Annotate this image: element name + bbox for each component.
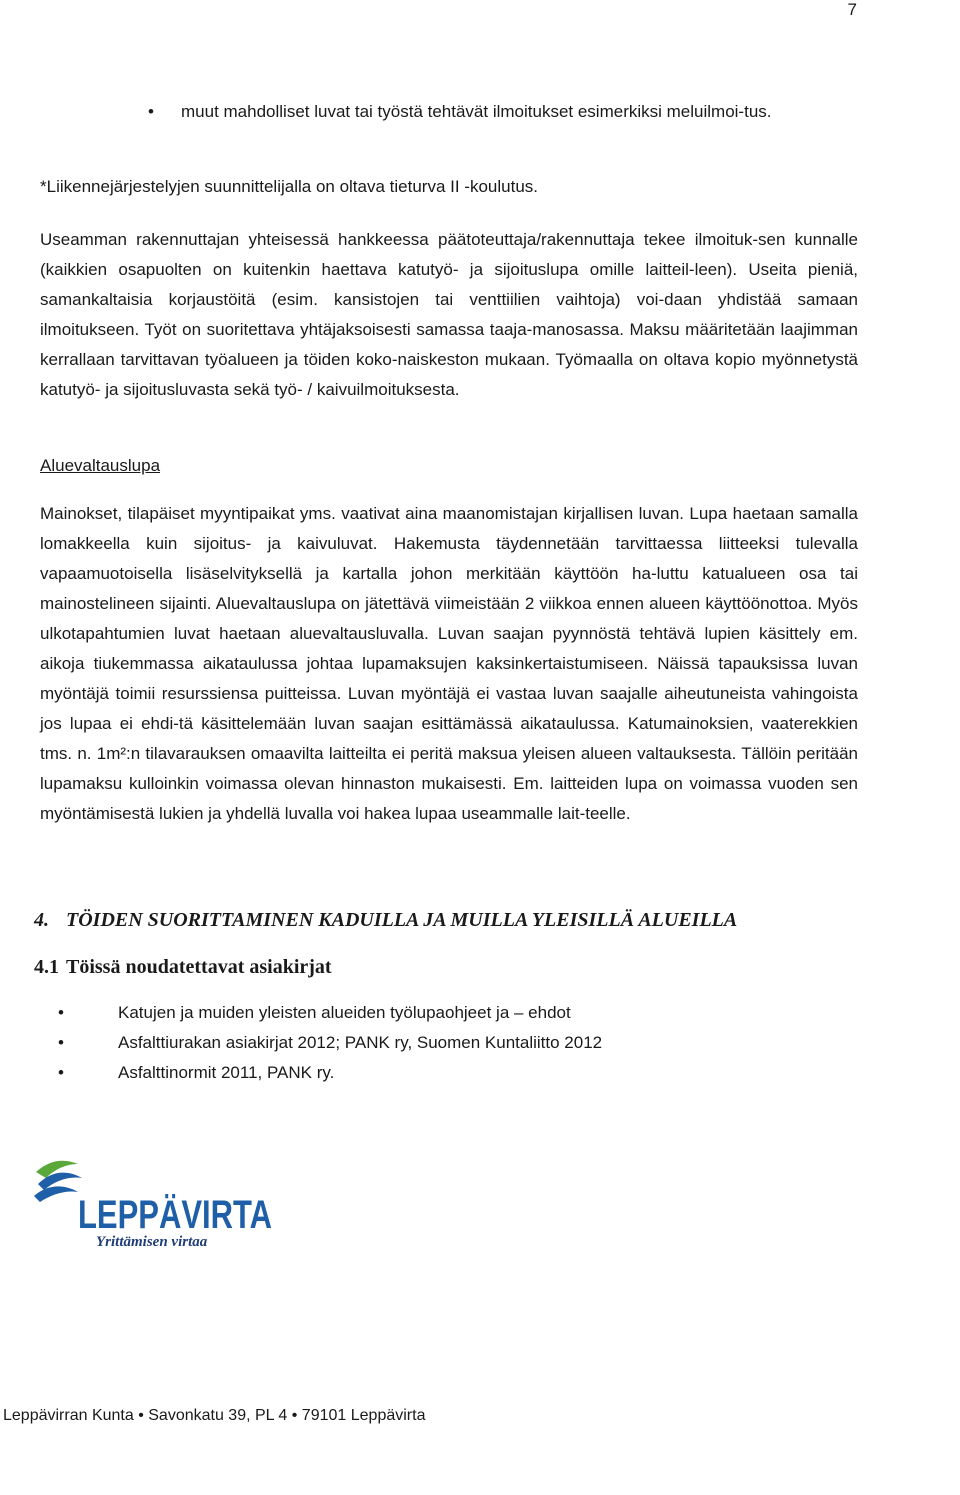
section-number: 4.	[34, 909, 49, 931]
section-title: TÖIDEN SUORITTAMINEN KADUILLA JA MUILLA YLEISILLÄ ALUEILLA	[66, 909, 738, 931]
leppavirta-logo	[34, 1150, 279, 1250]
subheading-aluevaltauslupa: Aluevaltauslupa	[40, 456, 161, 475]
bullet-item-permits: muut mahdolliset luvat tai työstä tehtävät ilmoitukset esimerkiksi meluilmoi-tus.	[181, 102, 772, 121]
list-item-text: Asfalttiurakan asiakirjat 2012; PANK ry, Suomen Kuntaliitto 2012	[118, 1033, 603, 1052]
bullet-symbol: •	[58, 1033, 64, 1052]
paragraph-joint-project: Useamman rakennuttajan yhteisessä hankkeessa päätoteuttaja/rakennuttaja tekee ilmoituk-sen kunnalle (kaikkien osapuolten on kuitenkin haettava katutyö- ja sijoituslupa omille laitteil-leen). Useita pieniä, samankaltaisia korjaustöitä (esim. kansistojen tai venttiilien vaihtoja) voi-daan yhdistää samaan ilmoitukseen. Työt on suoritettava yhtäjaksoisesti samassa taaja-manosassa. Maksu määritetään laajimman kerrallaan tarvittavan työalueen ja töiden koko-naiskeston mukaan. Työmaalla on oltava kopio myönnetystä katutyö- ja sijoitusluvasta sekä työ- / kaivuilmoituksesta.	[40, 230, 858, 399]
page-footer: Leppävirran Kunta • Savonkatu 39, PL 4 • 79101 Leppävirta	[3, 1407, 426, 1424]
bullet-symbol: •	[148, 102, 154, 121]
list-item-text: Asfalttinormit 2011, PANK ry.	[118, 1063, 335, 1082]
subsection-number: 4.1	[34, 956, 59, 978]
note-training: *Liikennejärjestelyjen suunnittelijalla on oltava tieturva II -koulutus.	[40, 177, 539, 196]
list-item-text: Katujen ja muiden yleisten alueiden työlupaohjeet ja – ehdot	[118, 1003, 571, 1022]
logo-wave-blue-2	[34, 1186, 78, 1202]
subsection-title: Töissä noudatettavat asiakirjat	[66, 956, 332, 978]
section-heading-4	[34, 905, 737, 935]
bullet-symbol: •	[58, 1003, 64, 1022]
bullet-symbol: •	[58, 1063, 64, 1082]
paragraph-aluevaltauslupa: Mainokset, tilapäiset myyntipaikat yms. vaativat aina maanomistajan kirjallisen luvan. Lupa haetaan samalla lomakkeella kuin sijoitus- ja kaivuluvat. Hakemusta täydennetään tarvittaessa liitteeksi tulevalla vapaamuotoisella lisäselvityksellä ja kartalla johon merkitään käyttöön ha-luttu katualueen osa tai mainostelineen sijainti. Aluevaltauslupa on jätettävä viimeistään 2 viikkoa ennen alueen käyttöönottoa. Myös ulkotapahtumien luvat haetaan aluevaltausluvalla. Luvan saajan pyynnöstä tehtävä lupien käsittely em. aikoja tiukemmassa aikataulussa johtaa lupamaksujen kaksinkertaistumiseen. Näissä tapauksissa luvan myöntäjä toimii resurssiensa puitteissa. Luvan myöntäjä ei vastaa luvan saajalle aiheutuneista vahingoista jos lupaa ei ehdi-tä käsittelemään luvan saajan esittämässä aikataulussa. Katumainoksien, vaaterekkien tms. n. 1m²:n tilavarauksen omaavilta laitteilta ei peritä maksua yleisen alueen valtauksesta. Tällöin peritään lupamaksu kulloinkin voimassa olevan hinnaston mukaisesti. Em. laitteiden lupa on voimassa vuoden sen myöntämisestä lukien ja yhdellä luvalla voi hakea lupaa useammalle lait-teelle.	[40, 504, 858, 823]
logo-graphic	[34, 1150, 279, 1250]
page-number: 7	[847, 0, 857, 19]
subsection-heading-4-1	[34, 952, 332, 982]
logo-tagline: Yrittämisen virtaa	[96, 1234, 208, 1250]
logo-name: LEPPÄVIRTA	[78, 1193, 272, 1237]
